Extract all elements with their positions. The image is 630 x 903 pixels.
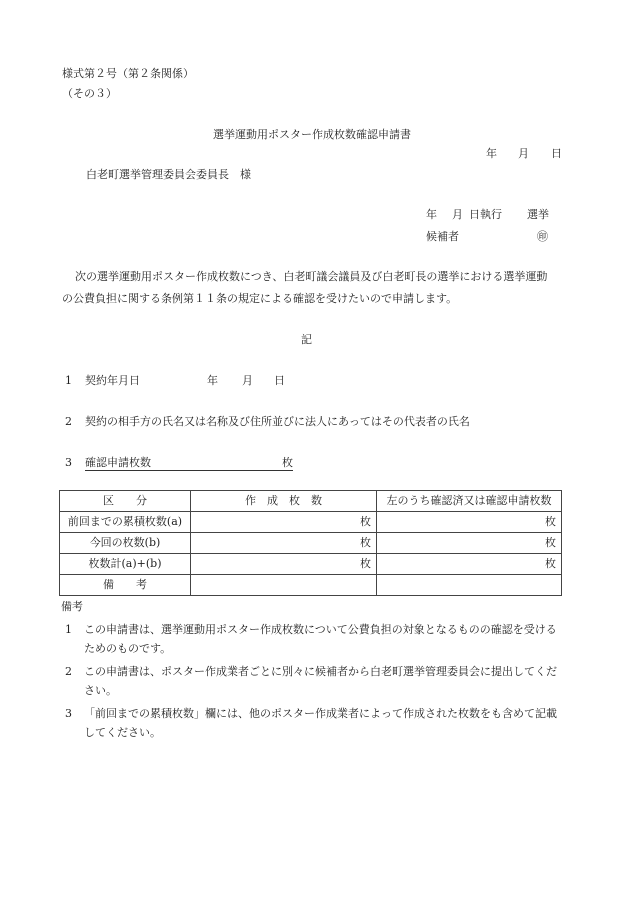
candidate-label: 候補者 <box>426 230 459 243</box>
body-text-line-1: 次の選挙運動用ポスター作成枚数につき、白老町議会議員及び白老町長の選挙における選挙運動 <box>75 270 548 283</box>
created-count-cell[interactable]: 枚 <box>191 533 377 554</box>
remarks-cell[interactable] <box>191 575 377 596</box>
remark-text: この申請書は、選挙運動用ポスター作成枚数について公費負担の対象となるものの確認を受けるためのものです。 <box>84 623 557 655</box>
requested-count-unit: 枚 <box>282 456 293 469</box>
header-created-count: 作 成 枚 数 <box>191 491 377 512</box>
count-table <box>59 490 562 596</box>
contract-year-label: 年 <box>207 374 218 387</box>
created-count-cell[interactable]: 枚 <box>191 512 377 533</box>
date-day-label: 日 <box>551 147 562 160</box>
table-row <box>60 554 562 575</box>
ki-heading: 記 <box>301 333 312 346</box>
date-month-label: 月 <box>518 147 529 160</box>
election-month-label: 月 <box>452 208 463 221</box>
item-number: 2 <box>65 415 72 428</box>
confirmed-count-cell[interactable]: 枚 <box>377 554 562 575</box>
table-row <box>60 512 562 533</box>
contract-party-label: 契約の相手方の氏名又は名称及び住所並びに法人にあってはその代表者の氏名 <box>85 415 470 428</box>
header-category: 区 分 <box>60 491 191 512</box>
remark-note <box>65 704 565 742</box>
remark-number: 3 <box>65 707 72 720</box>
table-row <box>60 575 562 596</box>
election-day-exec-label: 日執行 <box>469 208 502 221</box>
seal-mark: ㊞ <box>537 230 548 243</box>
remark-text: 「前回までの累積枚数」欄には、他のポスター作成業者によって作成された枚数をも含めて記載してください。 <box>84 707 557 739</box>
created-count-cell[interactable]: 枚 <box>191 554 377 575</box>
remarks-title: 備考 <box>61 600 83 613</box>
form-number: 様式第２号（第２条関係） <box>62 67 194 80</box>
remarks-cell[interactable] <box>377 575 562 596</box>
remark-text: この申請書は、ポスター作成業者ごとに別々に候補者から白老町選挙管理委員会に提出してください。 <box>84 665 557 697</box>
election-label: 選挙 <box>527 208 549 221</box>
form-sub-number: （その３） <box>62 87 117 100</box>
row-label: 前回までの累積枚数(a) <box>60 512 191 533</box>
election-year-label: 年 <box>426 208 437 221</box>
confirmed-count-cell[interactable]: 枚 <box>377 533 562 554</box>
remark-number: 1 <box>65 623 72 636</box>
item-number: 1 <box>65 374 72 387</box>
remark-note <box>65 620 565 658</box>
remark-number: 2 <box>65 665 72 678</box>
date-year-label: 年 <box>486 147 497 160</box>
row-label: 枚数計(a)+(b) <box>60 554 191 575</box>
table-row <box>60 533 562 554</box>
body-text-line-2: の公費負担に関する条例第１１条の規定による確認を受けたいので申請します。 <box>62 292 458 305</box>
item-number: 3 <box>65 456 72 469</box>
requested-count-field[interactable] <box>85 456 293 471</box>
addressee: 白老町選挙管理委員会委員長 様 <box>86 168 251 181</box>
confirmed-count-cell[interactable]: 枚 <box>377 512 562 533</box>
contract-day-label: 日 <box>274 374 285 387</box>
requested-count-label: 確認申請枚数 <box>85 456 151 469</box>
document-title: 選挙運動用ポスター作成枚数確認申請書 <box>213 128 411 141</box>
remark-note <box>65 662 565 700</box>
row-label: 今回の枚数(b) <box>60 533 191 554</box>
contract-date-label: 契約年月日 <box>85 374 140 387</box>
contract-month-label: 月 <box>242 374 253 387</box>
row-label: 備 考 <box>60 575 191 596</box>
table-header-row <box>60 491 562 512</box>
header-confirmed-count: 左のうち確認済又は確認申請枚数 <box>377 491 562 512</box>
